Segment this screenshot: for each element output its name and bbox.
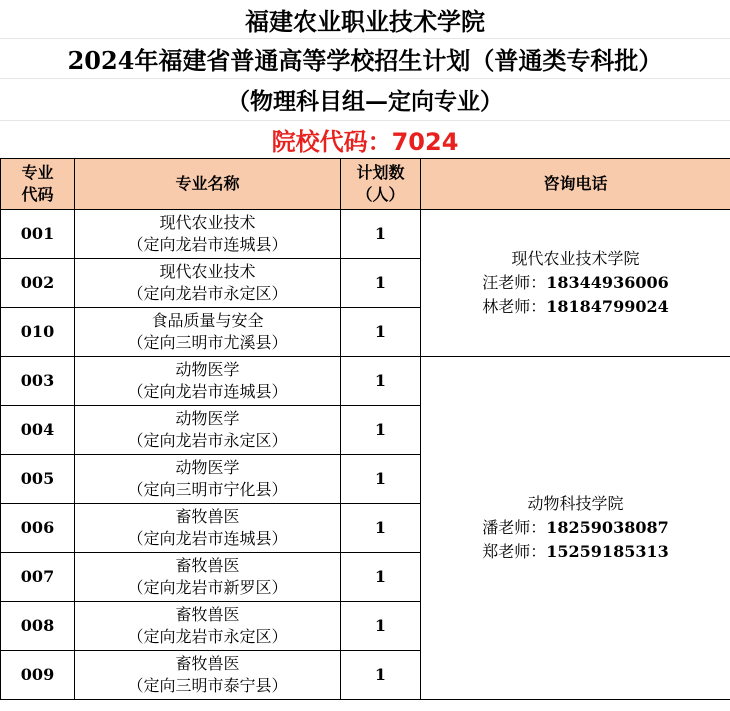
plan-subtitle: （物理科目组—定向专业） <box>0 78 730 121</box>
contact-college: 现代农业技术学院 <box>511 249 640 268</box>
major-code: 007 <box>1 553 75 602</box>
header-code: 专业 代码 <box>1 159 75 210</box>
major-name: 动物医学 （定向三明市宁化县） <box>75 455 341 504</box>
major-name: 动物医学 （定向龙岩市永定区） <box>75 406 341 455</box>
major-code: 002 <box>1 259 75 308</box>
school-title: 福建农业职业技术学院 <box>0 0 730 39</box>
major-code: 006 <box>1 504 75 553</box>
header-plan: 计划数 （人） <box>341 159 421 210</box>
table-row <box>1 357 730 406</box>
header-major: 专业名称 <box>75 159 341 210</box>
major-name: 畜牧兽医 （定向龙岩市新罗区） <box>75 553 341 602</box>
header-contact: 咨询电话 <box>421 159 730 210</box>
contact-cell <box>421 357 730 700</box>
plan-count: 1 <box>341 259 421 308</box>
major-code: 001 <box>1 210 75 259</box>
plan-count: 1 <box>341 455 421 504</box>
plan-table <box>0 158 730 700</box>
plan-count: 1 <box>341 308 421 357</box>
major-code: 009 <box>1 651 75 700</box>
plan-title: 2024年福建省普通高等学校招生计划（普通类专科批） <box>0 38 730 79</box>
plan-count: 1 <box>341 553 421 602</box>
major-name: 畜牧兽医 （定向龙岩市连城县） <box>75 504 341 553</box>
major-name: 畜牧兽医 （定向龙岩市永定区） <box>75 602 341 651</box>
plan-count: 1 <box>341 406 421 455</box>
plan-count: 1 <box>341 602 421 651</box>
contact-phone-2: 林老师：18184799024 <box>482 297 669 316</box>
major-code: 008 <box>1 602 75 651</box>
contact-phone-1: 汪老师：18344936006 <box>482 273 669 292</box>
plan-count: 1 <box>341 504 421 553</box>
major-name: 现代农业技术 （定向龙岩市永定区） <box>75 259 341 308</box>
major-name: 畜牧兽医 （定向三明市泰宁县） <box>75 651 341 700</box>
major-code: 003 <box>1 357 75 406</box>
plan-count: 1 <box>341 357 421 406</box>
major-code: 010 <box>1 308 75 357</box>
plan-count: 1 <box>341 210 421 259</box>
contact-phone-2: 郑老师：15259185313 <box>482 542 669 561</box>
school-code: 院校代码：7024 <box>271 127 459 156</box>
major-name: 动物医学 （定向龙岩市连城县） <box>75 357 341 406</box>
contact-phone-1: 潘老师：18259038087 <box>482 518 669 537</box>
major-code: 004 <box>1 406 75 455</box>
plan-count: 1 <box>341 651 421 700</box>
major-name: 现代农业技术 （定向龙岩市连城县） <box>75 210 341 259</box>
major-name: 食品质量与安全 （定向三明市尤溪县） <box>75 308 341 357</box>
major-code: 005 <box>1 455 75 504</box>
contact-college: 动物科技学院 <box>527 494 624 513</box>
table-row <box>1 210 730 259</box>
contact-cell <box>421 210 730 357</box>
table-header-row <box>1 159 730 210</box>
